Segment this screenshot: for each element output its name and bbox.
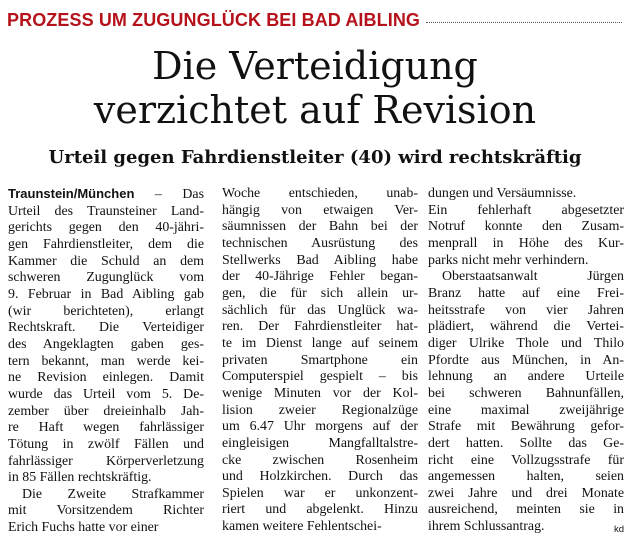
text-line: Kammer die Schuld an dem	[8, 253, 204, 269]
text-line: um 6.47 Uhr morgens auf der	[222, 419, 418, 435]
text-line: fahrlässiger Körperverletzung	[8, 453, 204, 469]
kicker-dotted-rule	[426, 22, 622, 23]
text-line: plädiert, während die Vertei-	[428, 319, 624, 335]
text-line: sächlich für das Unglück wa-	[222, 302, 418, 318]
text-line: Pfordte aus München, in An-	[428, 352, 624, 368]
text-line: lehnung an andere Urteile	[428, 369, 624, 385]
text-line: Woche entschieden, unab-	[222, 186, 418, 201]
text-line: ren. Der Fahrdienstleiter hat-	[222, 319, 418, 335]
text-line: dungen und Versäumnisse.	[428, 186, 577, 201]
text-line: richt eine Vollzugsstrafe für	[428, 452, 624, 468]
text-line: cke zwischen Rosenheim	[222, 452, 418, 468]
text-line: in 85 Fällen rechtskräftig.	[8, 470, 152, 486]
text-line: mit Vorsitzendem Richter	[8, 503, 204, 519]
text-line: privaten Smartphone ein	[222, 352, 418, 368]
text-line: zwei Jahre und drei Monate	[428, 485, 624, 501]
text-line: re Haft wegen fahrlässiger	[8, 420, 204, 436]
text-line: riert und abgelenkt. Hinzu	[222, 502, 418, 518]
text-line: Erich Fuchs hatte vor einer	[8, 520, 159, 536]
text-line	[8, 186, 204, 204]
text-line: Spielen war er unkonzent-	[222, 485, 418, 501]
text-line: 9. Februar in Bad Aibling gab	[8, 286, 204, 302]
text-line: angemessen halten, seien	[428, 469, 624, 485]
headline-line-2: verzichtet auf Revision	[93, 88, 537, 132]
text-line: Computerspiel gespielt – bis	[222, 369, 418, 385]
article-column-2	[222, 186, 418, 536]
article-column-3	[428, 186, 624, 539]
text-line: ausreichend, meinten sie in	[428, 502, 624, 518]
text-line: Tötung in zwölf Fällen und	[8, 436, 204, 452]
text-line: säumnissen der Bahn bei der	[222, 219, 418, 235]
text-line: eingleisigen Mangfalltalstre-	[222, 435, 418, 451]
text-line: Rechtskraft. Die Verteidiger	[8, 320, 204, 336]
text-line: gen Fahrdienstleiter, dem die	[8, 236, 204, 252]
text-line: Strafe mit Bewährung gefor-	[428, 419, 624, 435]
text-line: bei schweren Bahnunfällen,	[428, 385, 624, 401]
text-line: wenige Minuten vor der Kol-	[222, 385, 418, 401]
text-line: heitsstrafe von vier Jahren	[428, 302, 624, 318]
text-line: und Holzkirchen. Durch das	[222, 469, 418, 485]
text-line: ihrem Schlussantrag.	[428, 519, 545, 535]
text-line: (wir berichteten), erlangt	[8, 303, 204, 319]
text-line: kamen weitere Fehlentschei-	[222, 519, 382, 535]
text-line: gen, die für sich allein ur-	[222, 285, 418, 301]
text-line: tern bekannt, man werde kei-	[8, 353, 204, 369]
text-line: Urteil des Traunsteiner Land-	[8, 203, 204, 219]
text-line: ne Revision einlegen. Damit	[8, 370, 204, 386]
text-line: menprall in Höhe des Kur-	[428, 235, 624, 251]
text-line: wurde das Urteil vom 5. De-	[8, 386, 204, 402]
headline	[0, 44, 630, 132]
text-fragment: – Das	[134, 187, 204, 202]
text-line: parks nicht mehr verhindern.	[428, 252, 589, 268]
text-line: Oberstaatsanwalt Jürgen	[442, 269, 624, 285]
text-line: te im Dienst lange auf seinem	[222, 335, 418, 351]
text-line: der 40-Jährige Fehler began-	[222, 269, 418, 285]
kicker-row	[7, 9, 622, 31]
text-line: zember über dreieinhalb Jah-	[8, 403, 204, 419]
author-initials: kd	[613, 524, 624, 536]
text-line: Notruf konnte den Zusam-	[428, 219, 624, 235]
text-line: hängig von etwaigen Ver-	[222, 202, 418, 218]
subheadline: Urteil gegen Fahrdienstleiter (40) wird rechtskräftig	[48, 147, 582, 168]
text-line: diger Ulrike Thole und Thilo	[428, 335, 624, 351]
article-column-1	[8, 186, 204, 537]
dateline: Traunstein/München	[8, 186, 135, 201]
text-line: Die Zweite Strafkammer	[22, 486, 204, 502]
text-line: schweren Zugunglück vom	[8, 270, 204, 286]
text-line: Branz hatte auf eine Frei-	[428, 285, 624, 301]
kicker: PROZESS UM ZUGUNGLÜCK BEI BAD AIBLING	[7, 9, 421, 30]
text-line: dert hatten. Sollte das Ge-	[428, 435, 624, 451]
text-line: Ein fehlerhaft abgesetzter	[428, 202, 624, 218]
text-line: gerichts gegen den 40-jähri-	[8, 220, 204, 236]
text-line: eine maximal zweijährige	[428, 402, 624, 418]
headline-line-1: Die Verteidigung	[152, 44, 478, 88]
text-line: technischen Ausrüstung des	[222, 235, 418, 251]
text-line: Stellwerks Bad Aibling habe	[222, 252, 418, 268]
text-line: des Angeklagten gaben ges-	[8, 336, 204, 352]
text-line: lision zweier Regionalzüge	[222, 402, 418, 418]
